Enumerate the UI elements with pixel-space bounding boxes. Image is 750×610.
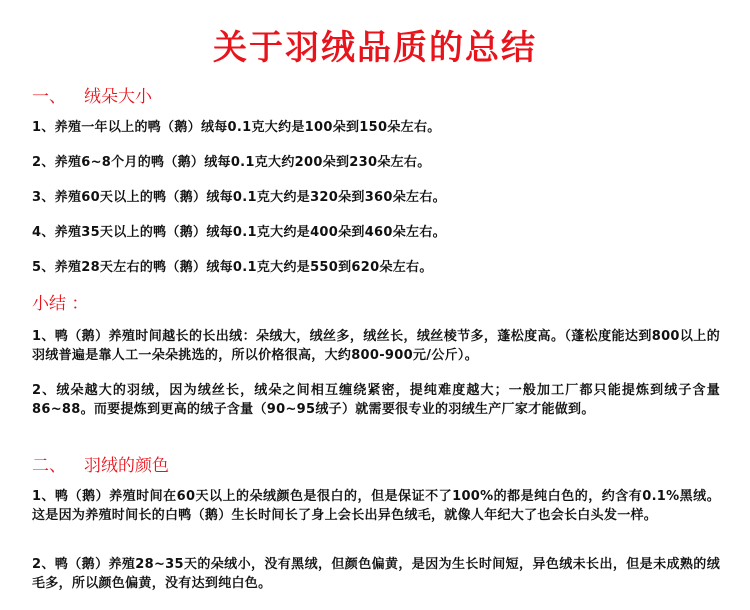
- section-number: 一、: [32, 87, 66, 107]
- list-item: 3、养殖60天以上的鸭（鹅）绒每0.1克大约是320朵到360朵左右。: [32, 190, 446, 205]
- list-item: 2、养殖6~8个月的鸭（鹅）绒每0.1克大约200朵到230朵左右。: [32, 155, 431, 170]
- color-paragraph: 1、鸭（鹅）养殖时间在60天以上的朵绒颜色是很白的，但是保证不了100%的都是纯白色的，约含有0.1%黑绒。这是因为养殖时间长的白鸭（鹅）生长时间长了身上会长出异色绒毛，就像人年纪大了也会长白头发一样。: [32, 489, 720, 523]
- summary-paragraph: 1、鸭（鹅）养殖时间越长的长出绒：朵绒大，绒丝多，绒丝长，绒丝棱节多，蓬松度高。（蓬松度能达到800以上的羽绒普遍是靠人工一朵朵挑选的，所以价格很高，大约800-900元/公斤）。: [32, 329, 720, 363]
- color-paragraph: 2、鸭（鹅）养殖28~35天的朵绒小，没有黑绒，但颜色偏黄，是因为生长时间短，异色绒未长出，但是未成熟的绒毛多，所以颜色偏黄，没有达到纯白色。: [32, 557, 720, 591]
- section-heading-color: [32, 455, 169, 477]
- page-title: 关于羽绒品质的总结: [213, 28, 537, 68]
- list-item: 5、养殖28天左右的鸭（鹅）绒每0.1克大约是550到620朵左右。: [32, 260, 433, 275]
- list-item: 1、养殖一年以上的鸭（鹅）绒每0.1克大约是100朵到150朵左右。: [32, 120, 441, 135]
- section-heading-size: [32, 86, 152, 108]
- section-title: 羽绒的颜色: [84, 456, 169, 476]
- list-item: 4、养殖35天以上的鸭（鹅）绒每0.1克大约是400朵到460朵左右。: [32, 225, 446, 240]
- section-title: 绒朵大小: [84, 87, 152, 107]
- summary-heading: 小结 ：: [32, 294, 89, 314]
- section-number: 二、: [32, 456, 66, 476]
- summary-paragraph: 2、绒朵越大的羽绒，因为绒丝长，绒朵之间相互缠绕紧密，提纯难度越大；一般加工厂都只能提炼到绒子含量86~88。而要提炼到更高的绒子含量（90~95绒子）就需要很专业的羽绒生产厂家才能做到。: [32, 383, 720, 417]
